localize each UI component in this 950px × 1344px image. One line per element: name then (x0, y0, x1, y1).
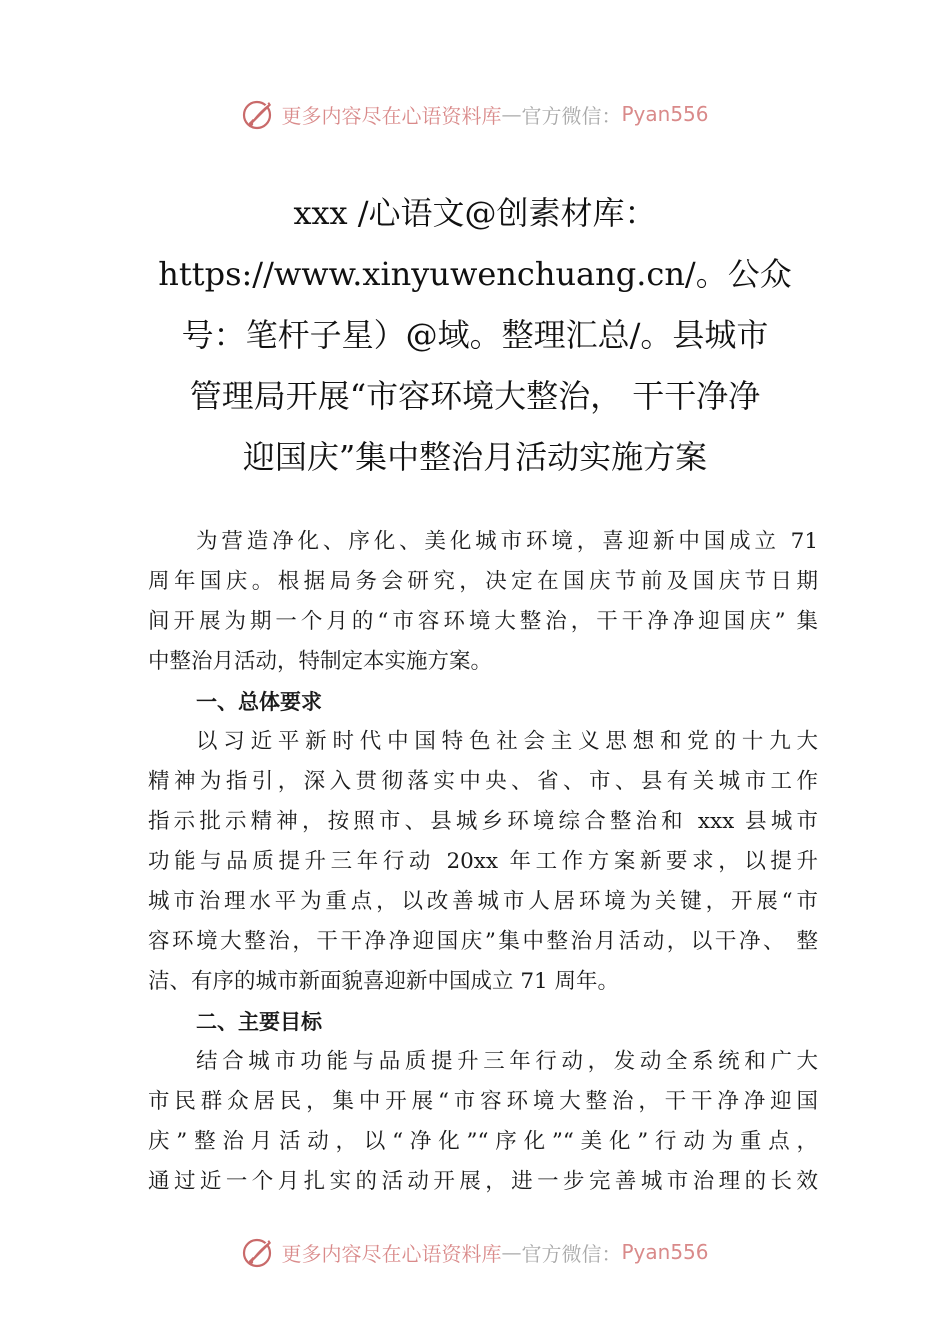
section1-paragraph (148, 722, 818, 1002)
title-line: 迎国庆”集中整治月活动实施方案 (242, 438, 708, 476)
document-title (148, 183, 802, 488)
paragraph-line: 庆”整治月活动，以“净化”“序化”“美化”行动为重点， (148, 1129, 818, 1154)
title-line: https://www.xinyuwenchuang.cn/。公众 (158, 255, 792, 293)
paragraph-line: 城市治理水平为重点，以改善城市人居环境为关键，开展“市 (148, 889, 818, 914)
footer-banner (0, 1232, 950, 1272)
banner-text: 更多内容尽在心语资料库 (281, 103, 502, 128)
document-body (148, 522, 818, 1202)
paragraph-line: 周年国庆。根据局务会研究，决定在国庆节前及国庆节日期 (148, 569, 818, 594)
paragraph-line: 通过近一个月扎实的活动开展，进一步完善城市治理的长效 (148, 1169, 818, 1194)
quill-logo-icon (241, 97, 275, 131)
paragraph-line: 为营造净化、序化、美化城市环境，喜迎新中国成立 71 (196, 529, 818, 554)
banner-dash: — (501, 102, 522, 126)
paragraph-line: 指示批示精神，按照市、县城乡环境综合整治和 xxx 县城市 (148, 809, 818, 834)
title-line: 号：笔杆子星）@域。整理汇总/。县城市 (181, 316, 769, 354)
paragraph-line: 精神为指引，深入贯彻落实中央、省、市、县有关城市工作 (148, 769, 818, 794)
paragraph-line: 以习近平新时代中国特色社会主义思想和党的十九大 (196, 729, 818, 754)
paragraph-line: 间开展为期一个月的“市容环境大整治，干干净净迎国庆” 集 (148, 609, 818, 634)
banner-wechat-id: Pyan556 (621, 1240, 709, 1264)
paragraph-line: 洁、有序的城市新面貌喜迎新中国成立 71 周年。 (148, 969, 620, 994)
banner-text: 更多内容尽在心语资料库 (281, 1241, 502, 1266)
section-heading: 二、主要目标 (196, 1010, 322, 1034)
header-banner (0, 94, 950, 134)
banner-wechat-label: 官方微信： (521, 1241, 622, 1266)
section2-paragraph (148, 1042, 818, 1202)
paragraph-line: 市民群众居民，集中开展“市容环境大整治，干干净净迎国 (148, 1089, 818, 1114)
quill-logo-icon (241, 1235, 275, 1269)
title-line: 管理局开展“市容环境大整治， 干干净净 (189, 377, 761, 415)
banner-wechat-label: 官方微信： (521, 103, 622, 128)
paragraph-line: 中整治月活动，特制定本实施方案。 (148, 649, 493, 674)
paragraph-line: 结合城市功能与品质提升三年行动，发动全系统和广大 (196, 1049, 818, 1074)
title-line: xxx /心语文@创素材库： (293, 194, 657, 232)
banner-dash: — (501, 1240, 522, 1264)
section-heading: 一、总体要求 (196, 690, 322, 714)
intro-paragraph (148, 522, 818, 682)
paragraph-line: 功能与品质提升三年行动 20xx 年工作方案新要求，以提升 (148, 849, 818, 874)
paragraph-line: 容环境大整治，干干净净迎国庆”集中整治月活动，以干净、 整 (148, 929, 818, 954)
banner-wechat-id: Pyan556 (621, 102, 709, 126)
